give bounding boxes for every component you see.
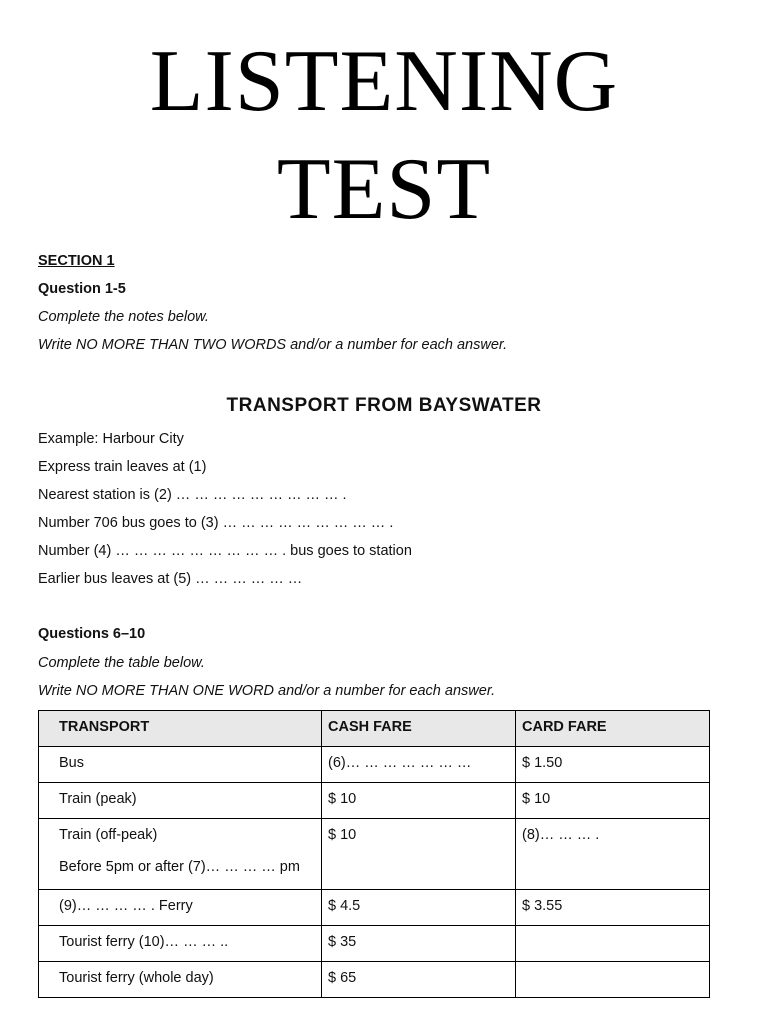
section-label: SECTION 1 xyxy=(38,253,115,269)
note-line: Number 706 bus goes to (3) … … … … … … … … … . xyxy=(38,515,394,531)
title-line-1: LISTENING xyxy=(149,33,619,130)
fares-table xyxy=(38,710,710,998)
instruction-word-limit-2: Write NO MORE THAN ONE WORD and/or a number for each answer. xyxy=(38,683,496,699)
table-header-row xyxy=(39,711,710,747)
instruction-complete-table: Complete the table below. xyxy=(38,655,205,671)
table-row xyxy=(39,962,710,998)
cell-card-fare xyxy=(516,926,710,962)
cell-transport xyxy=(39,819,322,890)
cell-transport: (9)… … … … . Ferry xyxy=(39,890,322,926)
table-row xyxy=(39,890,710,926)
cell-transport: Bus xyxy=(39,747,322,783)
cell-cash-fare: (6)… … … … … … … xyxy=(322,747,516,783)
cell-transport-main: Train (off-peak) xyxy=(59,827,158,843)
cell-card-fare: $ 10 xyxy=(516,783,710,819)
question-heading-1-5: Question 1-5 xyxy=(38,281,126,297)
cell-card-fare xyxy=(516,962,710,998)
note-line: Example: Harbour City xyxy=(38,431,184,447)
header-cash-fare: CASH FARE xyxy=(322,711,516,747)
header-card-fare: CARD FARE xyxy=(516,711,710,747)
cell-card-fare: (8)… … … . xyxy=(516,819,710,890)
note-line: Earlier bus leaves at (5) … … … … … … xyxy=(38,571,303,587)
cell-cash-fare: $ 65 xyxy=(322,962,516,998)
cell-transport: Tourist ferry (10)… … … .. xyxy=(39,926,322,962)
note-line: Express train leaves at (1) xyxy=(38,459,207,475)
note-line: Number (4) … … … … … … … … … . bus goes to station xyxy=(38,543,412,559)
cell-card-fare: $ 3.55 xyxy=(516,890,710,926)
cell-cash-fare: $ 4.5 xyxy=(322,890,516,926)
table-row xyxy=(39,926,710,962)
title-line-2: TEST xyxy=(276,141,492,238)
cell-cash-fare: $ 10 xyxy=(322,783,516,819)
note-line: Nearest station is (2) … … … … … … … … … . xyxy=(38,487,347,503)
header-transport: TRANSPORT xyxy=(39,711,322,747)
cell-transport: Train (peak) xyxy=(39,783,322,819)
table-row xyxy=(39,783,710,819)
table-row xyxy=(39,747,710,783)
cell-transport-sub: Before 5pm or after (7)… … … … pm xyxy=(59,859,300,875)
notes-title: TRANSPORT FROM BAYSWATER xyxy=(226,395,542,416)
cell-cash-fare: $ 35 xyxy=(322,926,516,962)
cell-cash-fare: $ 10 xyxy=(322,819,516,890)
instruction-complete-notes: Complete the notes below. xyxy=(38,309,209,325)
cell-card-fare: $ 1.50 xyxy=(516,747,710,783)
question-heading-6-10: Questions 6–10 xyxy=(38,626,146,642)
table-row xyxy=(39,819,710,890)
cell-transport: Tourist ferry (whole day) xyxy=(39,962,322,998)
instruction-word-limit-1: Write NO MORE THAN TWO WORDS and/or a number for each answer. xyxy=(38,337,508,353)
